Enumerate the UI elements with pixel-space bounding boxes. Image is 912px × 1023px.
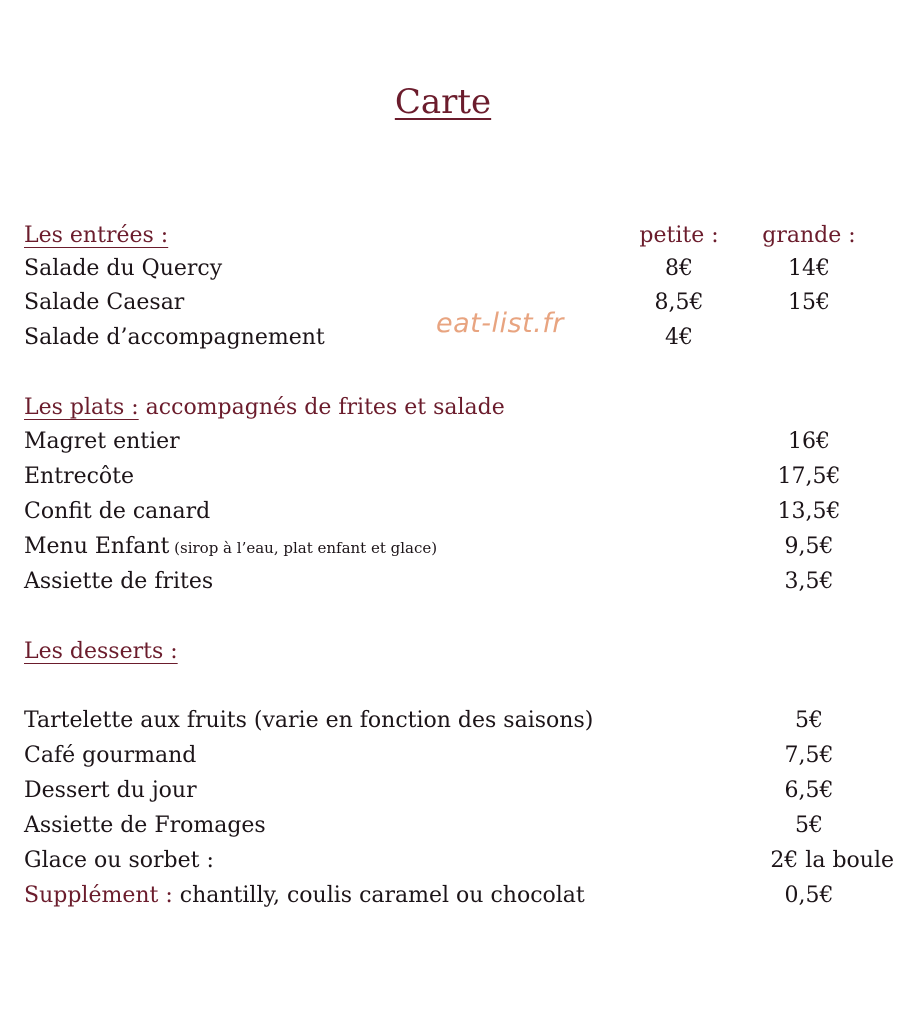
item-price: 3,5€ xyxy=(784,569,834,594)
menu-item xyxy=(24,843,894,879)
menu-item xyxy=(24,738,894,774)
item-name: Dessert du jour xyxy=(24,778,197,803)
item-name: Tartelette aux fruits (varie en fonction des saisons) xyxy=(24,708,594,733)
menu-title-text: Carte xyxy=(394,82,492,122)
item-name: Assiette de frites xyxy=(24,569,214,594)
menu-item xyxy=(24,529,894,565)
menu-item xyxy=(24,494,894,530)
menu-item xyxy=(24,424,894,460)
desserts-section-label: Les desserts : xyxy=(24,639,178,664)
plats-section-label: Les plats : xyxy=(24,395,139,420)
item-price: 5€ xyxy=(795,813,823,838)
plats-section-note: accompagnés de frites et salade xyxy=(138,395,505,420)
plats-header xyxy=(24,390,894,426)
item-price: 2€ la boule xyxy=(770,848,894,873)
item-name: Confit de canard xyxy=(24,499,211,524)
item-name: Assiette de Fromages xyxy=(24,813,266,838)
item-price: 13,5€ xyxy=(777,499,841,524)
item-name: Café gourmand xyxy=(24,743,197,768)
price-petite: 4€ xyxy=(665,325,693,350)
menu-item xyxy=(24,773,894,809)
menu-item xyxy=(24,459,894,495)
item-name: Salade Caesar xyxy=(24,290,185,315)
supplement-row xyxy=(24,878,894,914)
item-name: Glace ou sorbet : xyxy=(24,848,214,873)
grande-column-label: grande : xyxy=(762,223,856,248)
menu-title xyxy=(0,80,886,124)
price-petite: 8€ xyxy=(665,256,693,281)
menu-item xyxy=(24,808,894,844)
petite-column-label: petite : xyxy=(639,223,719,248)
item-name: Menu Enfant xyxy=(24,534,170,559)
watermark: eat-list.fr xyxy=(436,308,564,339)
item-note: (sirop à l’eau, plat enfant et glace) xyxy=(169,539,438,557)
item-price: 6,5€ xyxy=(784,778,834,803)
supplement-text: chantilly, coulis caramel ou chocolat xyxy=(172,883,585,908)
menu-item xyxy=(24,251,894,287)
price-petite: 8,5€ xyxy=(654,290,704,315)
item-price: 5€ xyxy=(795,708,823,733)
item-price: 17,5€ xyxy=(777,464,841,489)
item-name: Salade d’accompagnement xyxy=(24,325,325,350)
supplement-label: Supplément : xyxy=(24,883,173,908)
price-grande: 14€ xyxy=(788,256,830,281)
item-name: Magret entier xyxy=(24,429,180,454)
item-name: Salade du Quercy xyxy=(24,256,223,281)
desserts-header xyxy=(24,634,894,670)
price-grande: 15€ xyxy=(788,290,830,315)
item-price: 16€ xyxy=(788,429,830,454)
item-name: Entrecôte xyxy=(24,464,135,489)
entrees-section-label: Les entrées : xyxy=(24,223,169,248)
entrees-header xyxy=(24,218,894,254)
menu-item xyxy=(24,703,894,739)
item-price: 9,5€ xyxy=(784,534,834,559)
item-price: 7,5€ xyxy=(784,743,834,768)
supplement-price: 0,5€ xyxy=(784,883,834,908)
menu-item xyxy=(24,564,894,600)
